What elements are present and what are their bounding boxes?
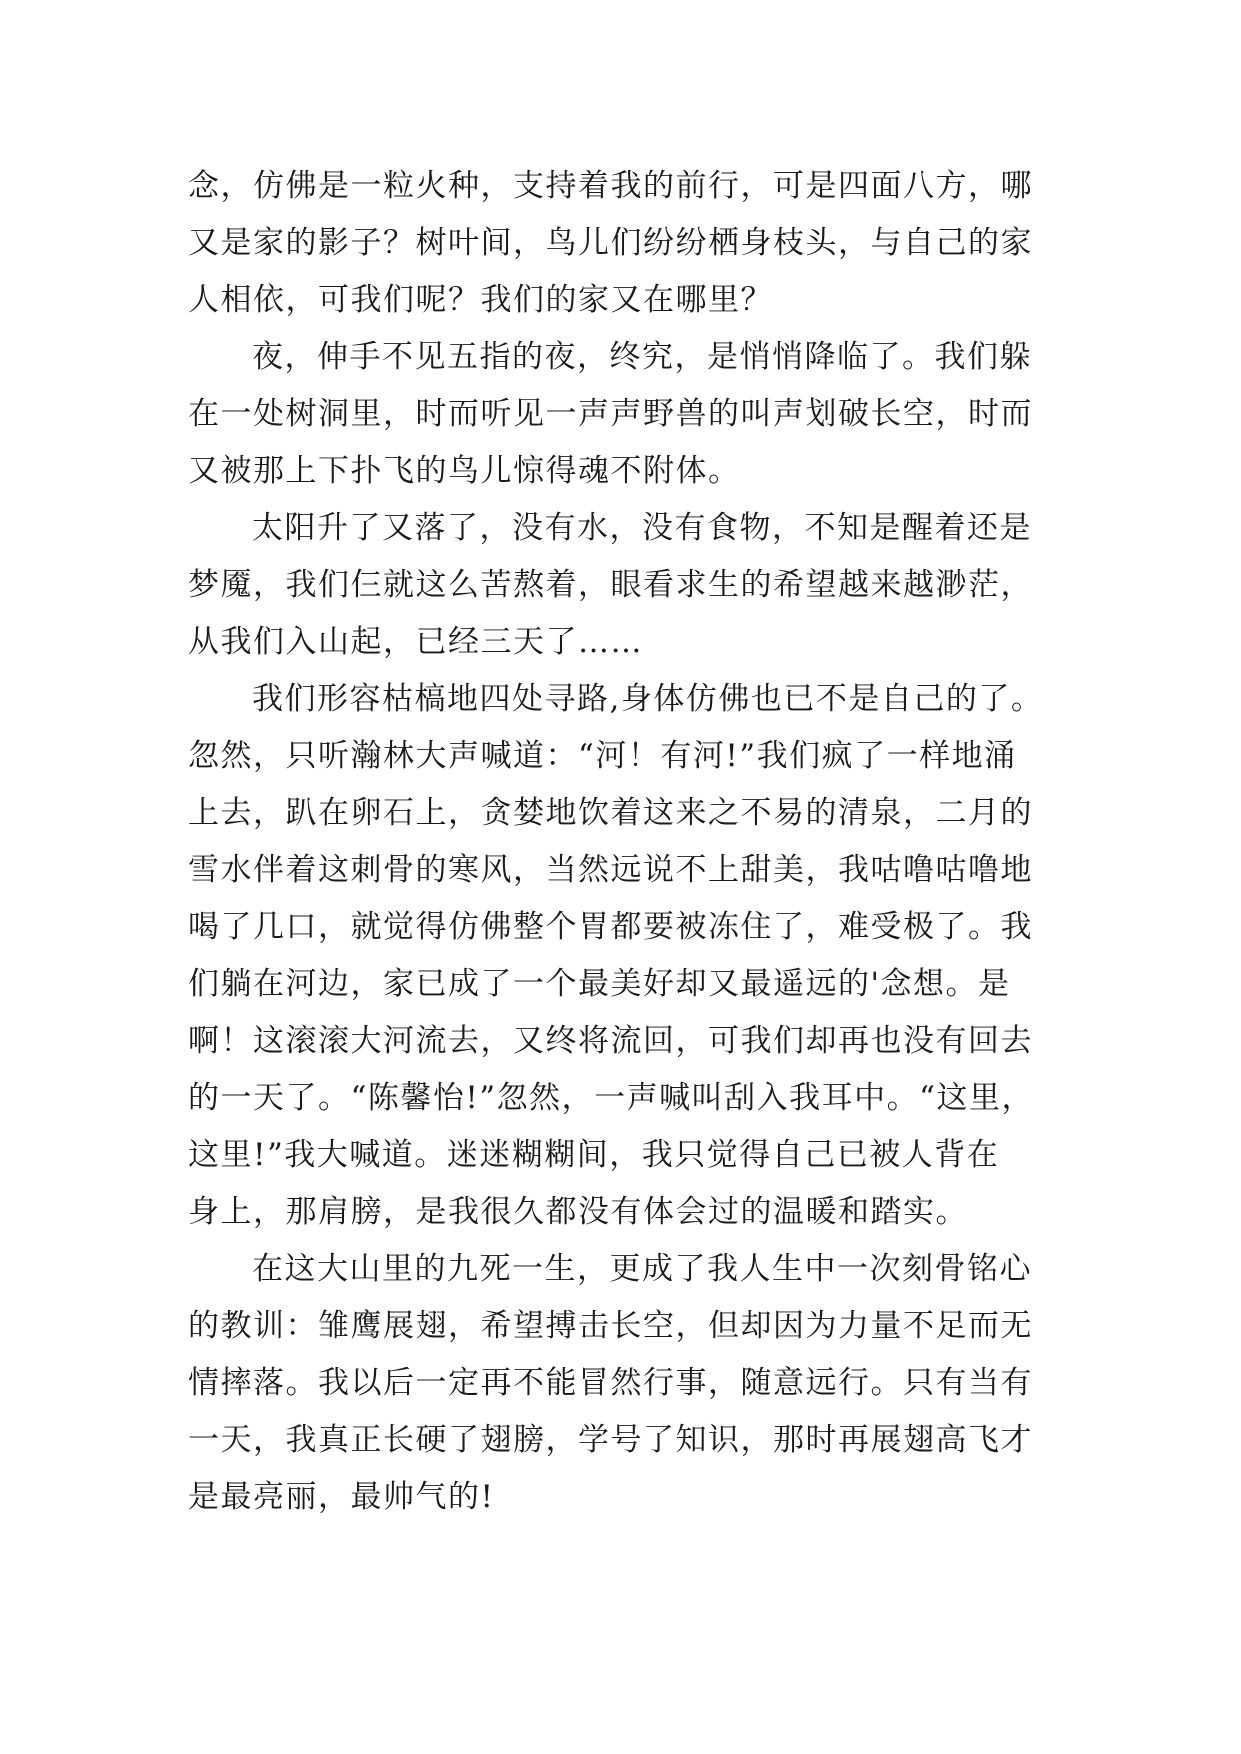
text-line: 上去，趴在卵石上，贪婪地饮着这来之不易的清泉，二月的	[188, 795, 1033, 831]
text-line: 梦魇，我们仨就这么苦熬着，眼看求生的希望越来越渺茫，	[188, 567, 1033, 603]
text-line: 情摔落。我以后一定再不能冒然行事，随意远行。只有当有	[188, 1365, 1033, 1401]
text-line: 又被那上下扑飞的鸟儿惊得魂不附体。	[188, 453, 741, 489]
text-line: 们躺在河边，家已成了一个最美好却又最遥远的'念想。是	[188, 966, 1011, 1002]
text-line: 在一处树洞里，时而听见一声声野兽的叫声划破长空，时而	[188, 396, 1033, 432]
text-line: 从我们入山起，已经三天了……	[188, 624, 643, 660]
text-line: 的教训：雏鹰展翅，希望搏击长空，但却因为力量不足而无	[188, 1308, 1033, 1344]
paragraph-first-line: 太阳升了又落了，没有水，没有食物，不知是醒着还是	[252, 510, 1032, 546]
text-line: 身上，那肩膀，是我很久都没有体会过的温暖和踏实。	[188, 1194, 968, 1230]
text-line: 又是家的影子？树叶间，鸟儿们纷纷栖身枝头，与自己的家	[188, 225, 1033, 261]
text-line: 人相依，可我们呢？我们的家又在哪里？	[188, 282, 773, 318]
text-line: 的一天了。“陈馨怡!”忽然，一声喊叫刮入我耳中。“这里，	[188, 1080, 1034, 1116]
text-line: 一天，我真正长硬了翅膀，学号了知识，那时再展翅高飞才	[188, 1422, 1033, 1458]
body-text	[188, 158, 1060, 1526]
text-line: 忽然，只听瀚林大声喊道：“河！有河!”我们疯了一样地涌	[188, 738, 1017, 774]
text-line: 啊！这滚滚大河流去，又终将流回，可我们却再也没有回去	[188, 1023, 1033, 1059]
text-line: 念，仿佛是一粒火种，支持着我的前行，可是四面八方，哪	[188, 168, 1033, 204]
paragraph-first-line: 在这大山里的九死一生，更成了我人生中一次刻骨铭心	[252, 1251, 1032, 1287]
text-line: 雪水伴着这刺骨的寒风，当然远说不上甜美，我咕噜咕噜地	[188, 852, 1033, 888]
text-line: 是最亮丽，最帅气的!	[188, 1479, 495, 1515]
paragraph-first-line: 我们形容枯槁地四处寻路,身体仿佛也已不是自己的了。	[252, 681, 1044, 717]
paragraph-first-line: 夜，伸手不见五指的夜，终究，是悄悄降临了。我们躲	[252, 339, 1032, 375]
text-line: 喝了几口，就觉得仿佛整个胃都要被冻住了，难受极了。我	[188, 909, 1033, 945]
text-line: 这里!”我大喊道。迷迷糊糊间，我只觉得自己已被人背在	[188, 1137, 1000, 1173]
